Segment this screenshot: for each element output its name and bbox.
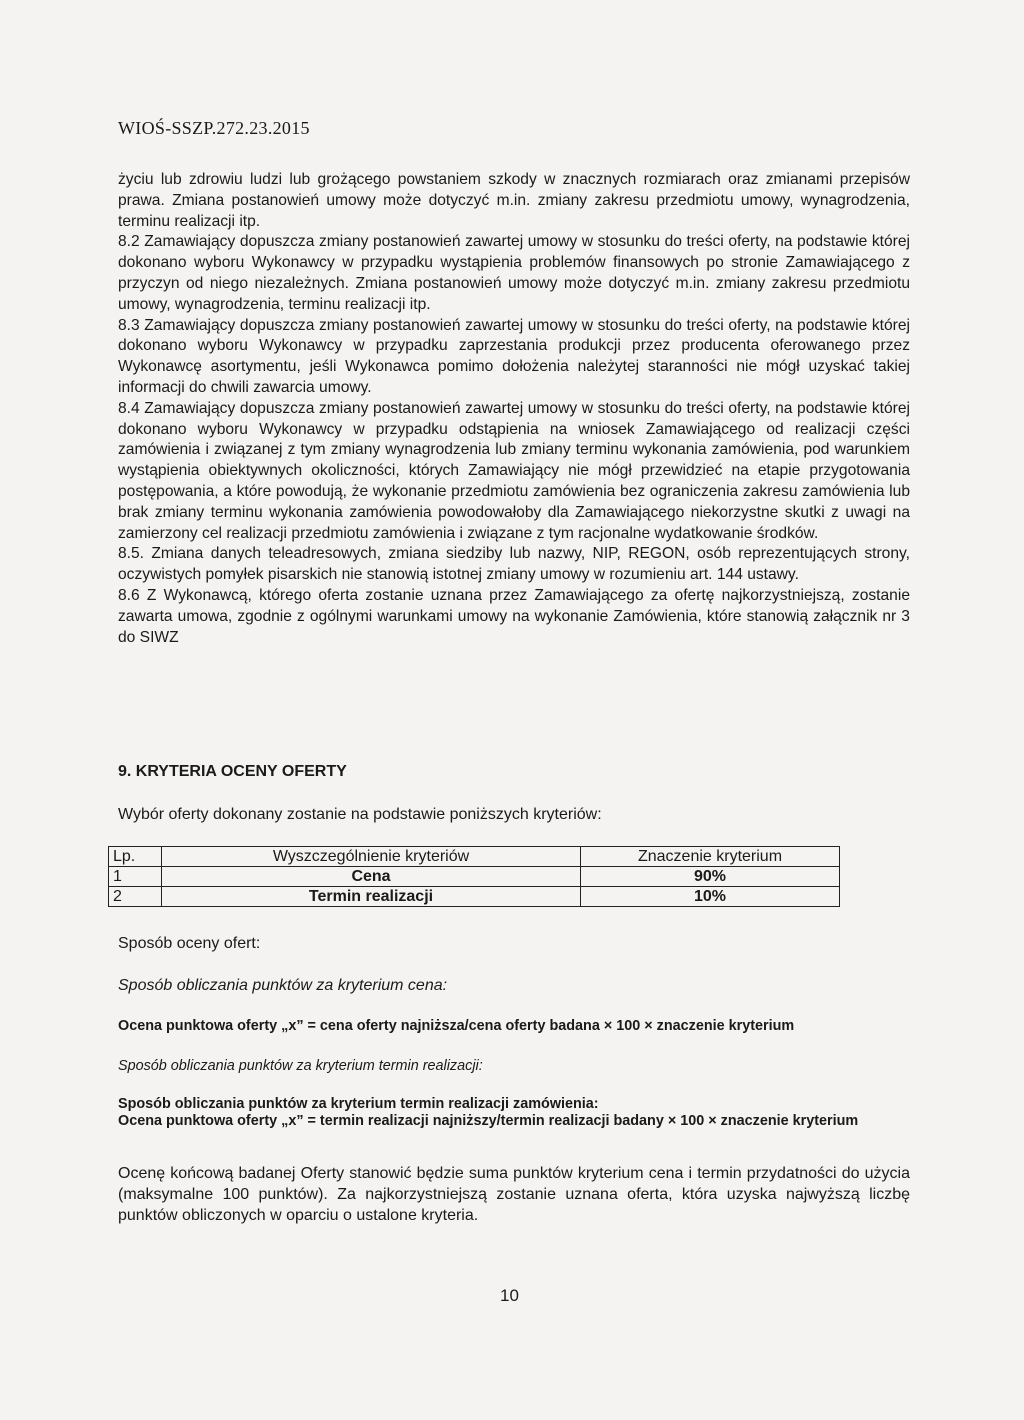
term-method-title: Sposób obliczania punktów za kryterium termin realizacji: [118, 1058, 483, 1074]
paragraph-8-6: 8.6 Z Wykonawcą, którego oferta zostanie uznana przez Zamawiającego za ofertę najkorzystniejszą, zostanie zawarta umowa, zgodnie z ogólnymi warunkami umowy na wykonanie Zamówienia, które stanowią załącznik nr 3 do SIWZ [118, 586, 910, 646]
document-reference: WIOŚ-SSZP.272.23.2015 [118, 118, 310, 138]
table-row [109, 867, 840, 887]
price-formula: Ocena punktowa oferty „x” = cena oferty najniższa/cena oferty badana × 100 × znaczenie kryterium [118, 1018, 795, 1034]
evaluation-method-label: Sposób oceny ofert: [118, 935, 261, 952]
paragraph-8-2: 8.2 Zamawiający dopuszcza zmiany postanowień zawartej umowy w stosunku do treści oferty, na podstawie której dokonano wyboru Wykonawcy w przypadku wystąpienia problemów finansowych po stronie Zamawiającego z przyczyn od niego niezależnych. Zmiana postanowień umowy może dotyczyć m.in. zmiany zakresu przedmiotu umowy, wynagrodzenia, terminu realizacji itp. [118, 233, 910, 313]
term-method-subtitle: Sposób obliczania punktów za kryterium termin realizacji zamówienia: [118, 1096, 599, 1112]
final-score-paragraph: Ocenę końcową badanej Oferty stanowić będzie suma punktów kryterium cena i termin przydatności do użycia (maksymalne 100 punktów). Za najkorzystniejszą zostanie uznana oferta, która uzyska najwyższą liczbę punktów obliczonych w oparciu o ustalone kryteria. [118, 1165, 910, 1224]
table-header-row [109, 847, 840, 867]
price-method-title: Sposób obliczania punktów za kryterium cena: [118, 977, 448, 994]
paragraph-8-5: 8.5. Zmiana danych teleadresowych, zmiana siedziby lub nazwy, NIP, REGON, osób reprezentujących strony, oczywistych pomyłek pisarskich nie stanowią istotnej zmiany umowy w rozumieniu art. 144 ustawy. [118, 545, 910, 584]
term-formula: Ocena punktowa oferty „x” = termin realizacji najniższy/termin realizacji badany × 100 × znaczenie kryterium [118, 1113, 859, 1129]
criteria-intro: Wybór oferty dokonany zostanie na podstawie poniższych kryteriów: [118, 806, 602, 823]
row-lp: 1 [109, 867, 162, 887]
table-row [109, 887, 840, 907]
header-weight: Znaczenie kryterium [581, 847, 840, 867]
row-criterion: Cena [162, 867, 581, 887]
section-9-heading: 9. KRYTERIA OCENY OFERTY [118, 763, 347, 780]
row-weight: 90% [581, 867, 840, 887]
header-criteria: Wyszczególnienie kryteriów [162, 847, 581, 867]
row-lp: 2 [109, 887, 162, 907]
header-lp: Lp. [109, 847, 162, 867]
section-8-body [118, 170, 910, 648]
paragraph-8-3: 8.3 Zamawiający dopuszcza zmiany postanowień zawartej umowy w stosunku do treści oferty, na podstawie której dokonano wyboru Wykonawcy w przypadku zaprzestania produkcji przez producenta oferowanego przez Wykonawcę asortymentu, jeśli Wykonawca pomimo dołożenia należytej staranności nie mógł uzyskać takiej informacji do chwili zawarcia umowy. [118, 316, 910, 396]
row-weight: 10% [581, 887, 840, 907]
term-formula-block [118, 1096, 908, 1130]
page-number: 10 [500, 1286, 519, 1305]
row-criterion: Termin realizacji [162, 887, 581, 907]
criteria-table [108, 846, 840, 907]
paragraph-8-1-continued: życiu lub zdrowiu ludzi lub grożącego powstaniem szkody w znacznych rozmiarach oraz zmianami przepisów prawa. Zmiana postanowień umowy może dotyczyć m.in. zmiany zakresu przedmiotu umowy, wynagrodzenia, terminu realizacji itp. [118, 171, 910, 230]
paragraph-8-4: 8.4 Zamawiający dopuszcza zmiany postanowień zawartej umowy w stosunku do treści oferty, na podstawie której dokonano wyboru Wykonawcy w przypadku odstąpienia na wniosek Zamawiającego od realizacji części zamówienia i związanej z tym zmiany wynagrodzenia lub zmiany terminu wykonania zamówienia, pod warunkiem wystąpienia obiektywnych okoliczności, których Zamawiający nie mógł przewidzieć na etapie przygotowania postępowania, a które powodują, że wykonanie przedmiotu zamówienia bez ograniczenia zakresu zamówienia lub brak zmiany terminu wykonania zamówienia powodowałoby dla Zamawiającego niekorzystne skutki z uwagi na zamierzony cel realizacji przedmiotu zamówienia i związane z tym racjonalne wydatkowanie środków. [118, 399, 910, 542]
